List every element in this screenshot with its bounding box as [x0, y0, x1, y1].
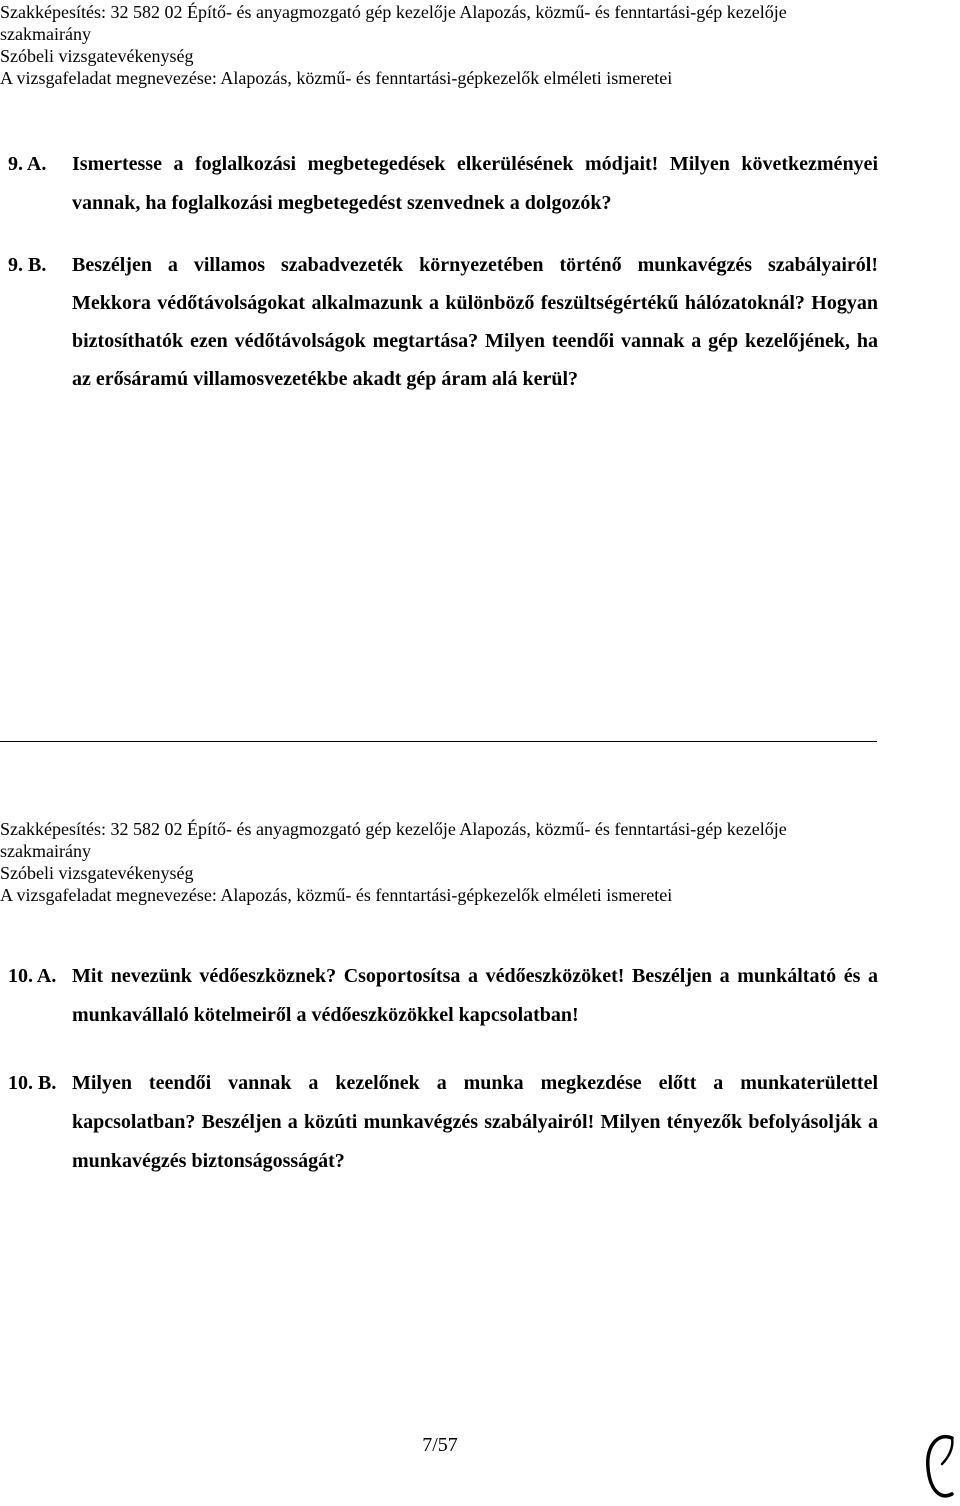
question-number: 9. B. [8, 254, 47, 276]
question-10b [8, 1064, 878, 1181]
header-qualification: Szakképesítés: 32 582 02 Építő- és anyagmozgató gép kezelője Alapozás, közmű- és fenntartási-gép kezelője [0, 819, 787, 839]
question-text: Milyen teendői vannak a kezelőnek a munka megkezdése előtt a munkaterülettel kapcsolatban? Beszéljen a közúti munkavégzés szabályairól! Milyen tényezők befolyásolják a munkavégzés biztonságosságát? [72, 1072, 878, 1172]
header-exam-type: Szóbeli vizsgatevékenység [0, 46, 194, 66]
question-text: Mit nevezünk védőeszköznek? Csoportosítsa a védőeszközöket! Beszéljen a munkáltató és a munkavállaló kötelmeiről a védőeszközökkel kapcsolatban! [72, 965, 878, 1026]
handwritten-signature-icon [918, 1428, 960, 1506]
header-specialization: szakmairány [0, 24, 91, 44]
question-number: 9. A. [8, 153, 47, 175]
question-number: 10. B. [8, 1072, 57, 1094]
question-text: Beszéljen a villamos szabadvezeték környezetében történő munkavégzés szabályairól! Mekkora védőtávolságokat alkalmazunk a különböző feszültségértékű hálózatoknál? Hogyan biztosíthatók ezen védőtávolságok megtartása? Milyen teendői vannak a gép kezelőjének, ha az erősáramú villamosvezetékbe akadt gép áram alá kerül? [72, 254, 878, 390]
question-9a [8, 145, 878, 223]
header-task-name: A vizsgafeladat megnevezése: Alapozás, közmű- és fenntartási-gépkezelők elméleti ismeretei [0, 68, 673, 88]
header-qualification: Szakképesítés: 32 582 02 Építő- és anyagmozgató gép kezelője Alapozás, közmű- és fenntartási-gép kezelője [0, 2, 787, 22]
page-number: 7/57 [422, 1434, 458, 1456]
question-text: Ismertesse a foglalkozási megbetegedések elkerülésének módjait! Milyen következményei vannak, ha foglalkozási megbetegedést szenvednek a dolgozók? [72, 153, 878, 214]
header-exam-type: Szóbeli vizsgatevékenység [0, 863, 194, 883]
question-9b [8, 246, 878, 398]
question-10a [8, 957, 878, 1035]
header-specialization: szakmairány [0, 841, 91, 861]
header-task-name: A vizsgafeladat megnevezése: Alapozás, közmű- és fenntartási-gépkezelők elméleti ismeretei [0, 885, 673, 905]
question-number: 10. A. [8, 965, 57, 987]
page-header-bottom [0, 818, 787, 906]
page-separator-line [0, 741, 877, 742]
page-header-top [0, 1, 787, 89]
